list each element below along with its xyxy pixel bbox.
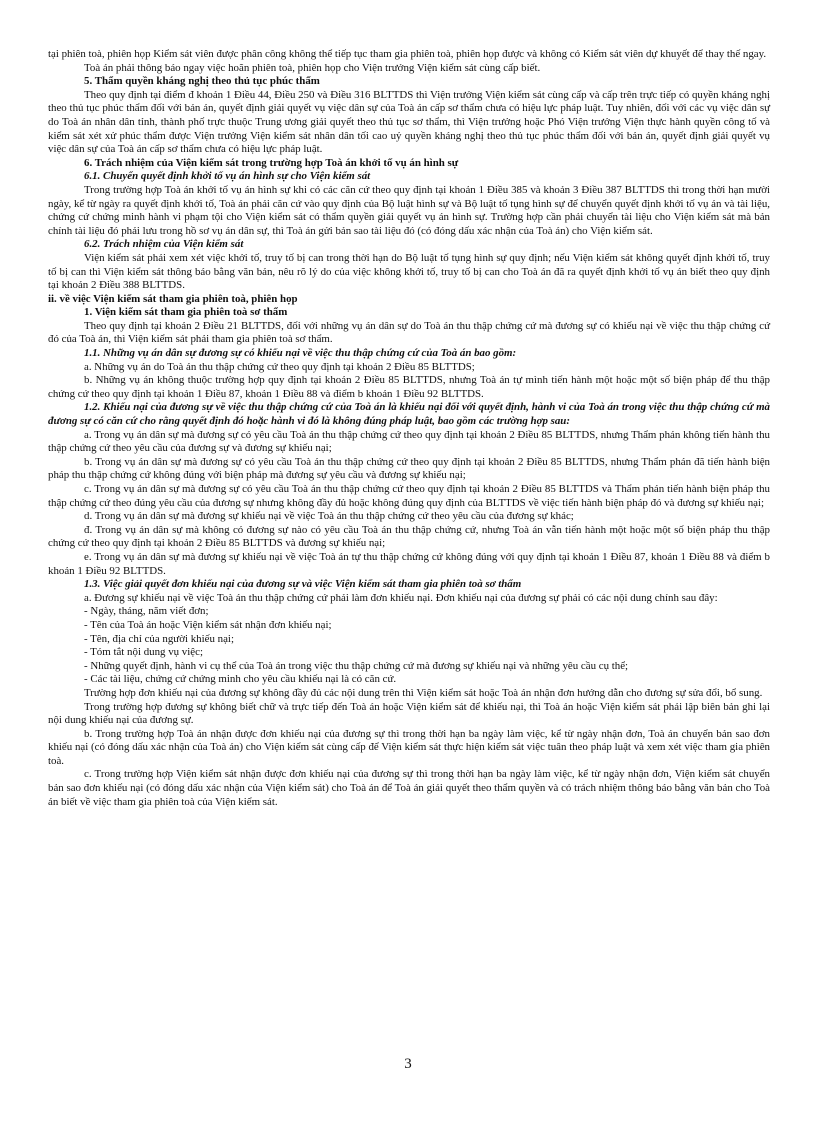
section-heading: 5. Thẩm quyền kháng nghị theo thủ tục phúc thẩm [84,75,320,88]
bullet-item: - Những quyết định, hành vi cụ thể của Toà án trong việc thu thập chứng cứ mà đương sự khiếu nại và những yêu cầu cụ thể; [84,659,629,672]
paragraph: Theo quy định tại khoản 2 Điều 21 BLTTDS, đối với những vụ án dân sự do Toà án thu thập chứng cứ mà đương sự có khiếu nại về việc thu thập chứng cứ đó của Toà án, thì Viện kiểm sát phải tham gia phiên toà sơ thẩm. [48,319,770,346]
list-item: đ. Trong vụ án dân sự mà không có đương sự nào có yêu cầu Toà án thu thập chứng cứ, nhưng Toà án vẫn tiến hành một hoặc một số biện pháp thu thập chứng cứ theo quy định tại khoản 2 Điều 85 BLTTDS và đương sự khiếu nại; [48,523,770,550]
paragraph: Theo quy định tại điểm đ khoản 1 Điều 44, Điều 250 và Điều 316 BLTTDS thì Viện trưởng Viện kiểm sát cùng cấp và cấp trên trực tiếp có quyền kháng nghị theo thủ tục phúc thẩm đối với bản án, quyết định giải quyết vụ việc dân sự của Toà án cấp sơ thẩm chưa có hiệu lực pháp luật. Tuy nhiên, đối với các vụ việc dân sự do Toà án nhân dân tỉnh, thành phố trực thuộc Trung ương giải quyết theo thủ tục sơ thẩm, thì Viện trưởng hoặc Phó Viện trưởng Viện thực hành quyền công tố và kiểm sát xét xử phúc thẩm được Viện trưởng Viện kiểm sát nhân dân tối cao uỷ quyền kháng nghị theo thủ tục phúc thẩm đối với bản án, quyết định giải quyết vụ việc dân sự của Toà án cấp sơ thẩm chưa có hiệu lực pháp luật. [48,88,770,156]
paragraph: Viện kiểm sát phải xem xét việc khởi tố, truy tố bị can trong thời hạn do Bộ luật tố tụng hình sự quy định; nếu Viện kiểm sát không quyết định khởi tố, truy tố bị can thì Viện kiểm sát thông báo bằng văn bản, nêu rõ lý do của việc không khởi tố, truy tố bị can cho Toà án đã ra quyết định khởi tố vụ án biết theo quy định tại khoản 2 Điều 388 BLTTDS. [48,251,770,292]
list-item: d. Trong vụ án dân sự mà đương sự khiếu nại về việc Toà án thu thập chứng cứ theo yêu cầu của đương sự khác; [84,510,574,523]
paragraph: Toà án phải thông báo ngay việc hoãn phiên toà, phiên họp cho Viện trưởng Viện kiểm sát cùng cấp biết. [84,61,541,74]
paragraph: a. Đương sự khiếu nại về việc Toà án thu thập chứng cứ phải làm đơn khiếu nại. Đơn khiếu nại của đương sự phải có các nội dung chính sau đây: [84,591,718,604]
paragraph: Trong trường hợp đương sự không biết chữ và trực tiếp đến Toà án hoặc Viện kiểm sát để khiếu nại, thì Toà án hoặc Viện kiểm sát phải lập biên bản ghi lại nội dung khiếu nại của đương sự. [48,700,770,727]
list-item: a. Những vụ án do Toà án thu thập chứng cứ theo quy định tại khoản 2 Điều 85 BLTTDS; [84,360,475,373]
subsection-heading: 1.2. Khiếu nại của đương sự về việc thu thập chứng cứ của Toà án là khiếu nại đối với quyết định, hành vi của Toà án trong việc thu thập chứng cứ mà đương sự có căn cứ cho rằng quyết định đó hoặc hành vi đó là không đúng pháp luật, bao gồm các trường hợp sau: [48,401,770,428]
paragraph: c. Trong trường hợp Viện kiểm sát nhận được đơn khiếu nại của đương sự thì trong thời hạn ba ngày làm việc, kể từ ngày nhận đơn, Viện kiểm sát chuyển bản sao đơn khiếu nại (có đóng dấu xác nhận của Viện kiểm sát) cho Toà án để Toà án giải quyết theo thẩm quyền và có trách nhiệm thông báo bằng văn bản cho Toà án biết về việc tham gia phiên toà của Viện kiểm sát. [48,768,770,808]
bullet-item: - Các tài liệu, chứng cứ chứng minh cho yêu cầu khiếu nại là có căn cứ. [84,673,397,686]
bullet-item: - Ngày, tháng, năm viết đơn; [84,605,209,618]
subsection-heading: 6.1. Chuyển quyết định khởi tố vụ án hình sự cho Viện kiểm sát [84,170,371,183]
paragraph: b. Trong trường hợp Toà án nhận được đơn khiếu nại của đương sự thì trong thời hạn ba ngày làm việc, kể từ ngày nhận đơn, Toà án chuyển bản sao đơn khiếu nại (có đóng dấu xác nhận của Toà án) cho Viện kiểm sát cùng cấp để Viện kiểm sát thực hiện kiểm sát việc tuân theo pháp luật và xem xét việc tham gia phiên toà. [48,727,770,767]
bullet-item: - Tên của Toà án hoặc Viện kiểm sát nhận đơn khiếu nại; [84,618,332,631]
part-heading: ii. về việc Viện kiểm sát tham gia phiên toà, phiên họp [48,292,298,305]
list-item: b. Trong vụ án dân sự mà đương sự có yêu cầu Toà án thu thập chứng cứ theo quy định tại khoản 2 Điều 85 BLTTDS, nhưng Thẩm phán đã tiến hành biện pháp thu thập chứng cứ không đúng với biện pháp mà đương sự yêu cầu và đương sự khiếu nại; [48,455,770,482]
paragraph: Trong trường hợp Toà án khởi tố vụ án hình sự khi có các căn cứ theo quy định tại khoản 1 Điều 385 và khoản 3 Điều 387 BLTTDS thì trong thời hạn mười ngày, kể từ ngày ra quyết định khởi tố, Toà án phải căn cứ vào quy định của Bộ luật hình sự và Bộ luật tố tụng hình sự để chuyển quyết định khởi tố vụ án và tài liệu, chứng cứ chứng minh hành vi phạm tội cho Viện kiểm sát có thẩm quyền giải quyết vụ án hình sự. Trường hợp cần phải chuyển tài liệu cho Viện kiểm sát mà bản chính tài liệu đó phải lưu trong hồ sơ vụ án dân sự, thì Toà án gửi bản sao tài liệu đó (có đóng dấu xác nhận của Toà án) cho Viện kiểm sát. [48,183,770,237]
section-heading: 1. Viện kiểm sát tham gia phiên toà sơ thẩm [84,306,288,319]
list-item: b. Những vụ án không thuộc trường hợp quy định tại khoản 2 Điều 85 BLTTDS, nhưng Toà án tự mình tiến hành một hoặc một số biện pháp để thu thập chứng cứ theo quy định tại khoản 1 Điều 87, khoản 1 Điều 88 và điểm b khoản 1 Điều 92 BLTTDS. [48,374,770,400]
bullet-item: - Tên, địa chỉ của người khiếu nại; [84,632,234,645]
paragraph: tại phiên toà, phiên họp Kiểm sát viên được phân công không thể tiếp tục tham gia phiên toà, phiên họp được và không có Kiểm sát viên dự khuyết để thay thế ngay. [48,48,767,60]
subsection-heading: 1.1. Những vụ án dân sự đương sự có khiếu nại về việc thu thập chứng cứ của Toà án bao gồm: [84,347,517,360]
section-heading: 6. Trách nhiệm của Viện kiểm sát trong trường hợp Toà án khởi tố vụ án hình sự [84,156,459,169]
document-body [48,48,770,809]
subsection-heading: 6.2. Trách nhiệm của Viện kiểm sát [84,238,244,251]
list-item: a. Trong vụ án dân sự mà đương sự có yêu cầu Toà án thu thập chứng cứ theo quy định tại khoản 2 Điều 85 BLTTDS, nhưng Thẩm phán không tiến hành thu thập chứng cứ theo yêu cầu của đương sự và đương sự khiếu nại; [48,428,770,455]
list-item: e. Trong vụ án dân sự mà đương sự khiếu nại về việc Toà án tự thu thập chứng cứ không đúng với quy định tại khoản 1 Điều 87, khoản 1 Điều 88 và điểm b khoản 1 Điều 92 BLTTDS. [48,550,770,577]
paragraph: Trường hợp đơn khiếu nại của đương sự không đầy đủ các nội dung trên thì Viện kiểm sát hoặc Toà án nhận đơn hướng dẫn cho đương sự sửa đổi, bổ sung. [84,686,763,699]
page-number: 3 [404,1056,412,1072]
list-item: c. Trong vụ án dân sự mà đương sự có yêu cầu Toà án thu thập chứng cứ theo quy định tại khoản 2 Điều 85 BLTTDS và Thẩm phán tiến hành biện pháp thu thập chứng cứ theo đúng yêu cầu của đương sự nhưng không đầy đủ hoặc không đúng quy định của BLTTDS về việc tiến hành biện pháp đó và đương sự khiếu nại; [48,483,770,509]
bullet-item: - Tóm tắt nội dung vụ việc; [84,646,203,659]
subsection-heading: 1.3. Việc giải quyết đơn khiếu nại của đương sự và việc Viện kiểm sát tham gia phiên toà sơ thẩm [84,578,522,591]
